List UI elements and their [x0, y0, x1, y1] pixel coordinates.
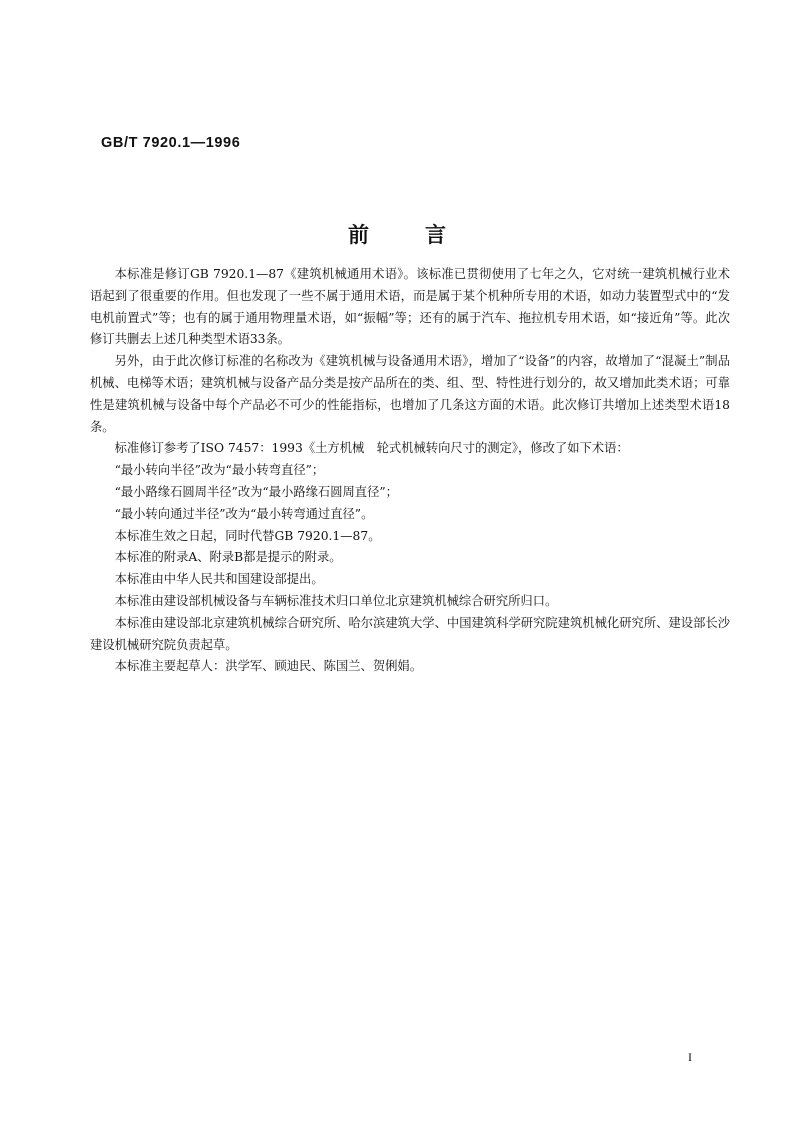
- paragraph-effective-date: 本标准生效之日起，同时代替GB 7920.1—87。: [114, 528, 381, 543]
- page-title: [0, 219, 794, 249]
- paragraph-added-terms: 另外，由于此次修订标准的名称改为《建筑机械与设备通用术语》，增加了“设备”的内容，故增加了“混凝土”制品机械、电梯等术语；建筑机械与设备产品分类是按产品所在的类、组、型、特性进行划分的，故又增加此类术语；可靠性是建筑机械与设备中每个产品必不可少的性能指标，也增加了几条这方面的术语。此次修订共增加上述类型术语18条。: [90, 354, 730, 434]
- paragraph-appendices: 本标准的附录A、附录B都是提示的附录。: [114, 550, 342, 565]
- paragraph-term-change-2: “最小路缘石圆周半径”改为“最小路缘石圆周直径”；: [114, 484, 398, 499]
- paragraph-revision-basis: 本标准是修订GB 7920.1—87《建筑机械通用术语》。该标准已贯彻使用了七年之久，它对统一建筑机械行业术语起到了很重要的作用。但也发现了一些不属于通用术语，而是属于某个机种所专用的术语，如动力装置型式中的“发电机前置式”等；也有的属于通用物理量术语，如“振幅”等；还有的属于汽车、拖拉机专用术语，如“接近角”等。此次修订共删去上述几种类型术语33条。: [90, 267, 730, 347]
- paragraph-drafting-units: 本标准由建设部北京建筑机械综合研究所、哈尔滨建筑大学、中国建筑科学研究院建筑机械化研究所、建设部长沙建设机械研究院负责起草。: [90, 615, 730, 652]
- paragraph-iso-reference: 标准修订参考了ISO 7457：1993《土方机械 轮式机械转向尺寸的测定》，修改了如下术语：: [114, 441, 629, 456]
- paragraph-term-change-1: “最小转向半径”改为“最小转弯直径”；: [114, 463, 325, 478]
- foreword-body: [90, 264, 730, 678]
- page-number: I: [688, 1050, 692, 1064]
- paragraph-drafters: 本标准主要起草人：洪学军、顾迪民、陈国兰、贺俐娟。: [114, 659, 423, 674]
- paragraph-proposer: 本标准由中华人民共和国建设部提出。: [114, 572, 324, 587]
- title-char-2: 言: [425, 223, 446, 247]
- title-char-1: 前: [348, 223, 369, 247]
- document-code: GB/T 7920.1—1996: [101, 135, 241, 151]
- paragraph-term-change-3: “最小转向通过半径”改为“最小转弯通过直径”。: [114, 506, 374, 521]
- paragraph-administrator: 本标准由建设部机械设备与车辆标准技术归口单位北京建筑机械综合研究所归口。: [114, 593, 558, 608]
